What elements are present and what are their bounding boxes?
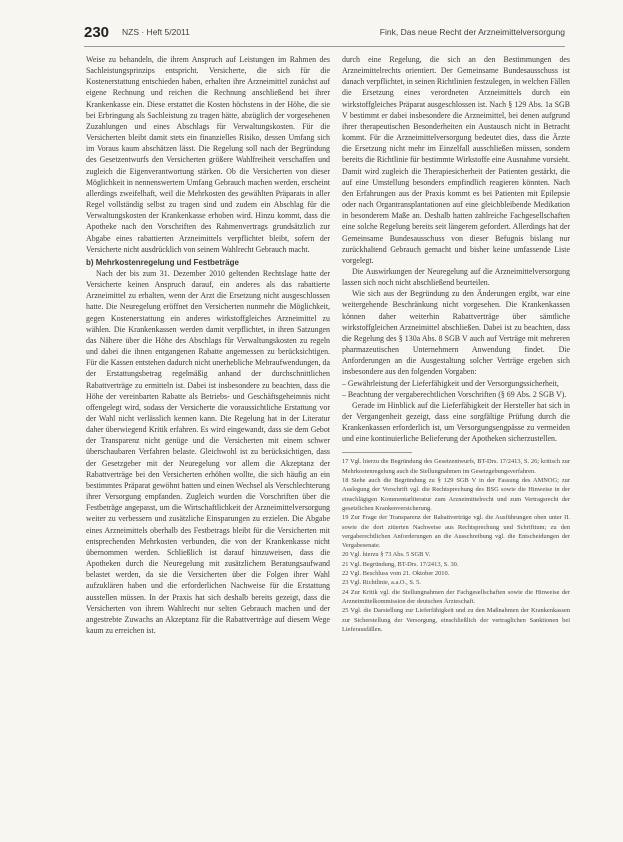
right-column-body — [342, 54, 570, 444]
body-paragraph: durch eine Regelung, die sich an den Bestimmungen des Arzneimittelrechts orientiert. Der Gemeinsame Bundesausschuss ist danach verpflichtet, in seinen Richtlinien festzulegen, in welchen Fällen die Ersetzung eines verordneten Arzneimittels durch ein wirkstoffgleiches Präparat ausgeschlossen ist. Nach § 129 Abs. 1a SGB V bestimmt er dabei insbesondere die Arzneimittel, bei denen aufgrund ihrer therapeutischen Besonderheiten ein Austausch nicht in Betracht kommt. Für die Arzneimittelversorgung bedeutet dies, dass die Ärzte die Ersetzung nicht mehr im Einzelfall ausschließen müssen, sondern bereits die Richtlinie für bestimmte Wirkstoffe eine Ausnahme vorsieht. Damit wird zugleich die Therapiesicherheit der Patienten gestärkt, die auf eine Umstellung besonders empfindlich reagieren könnten. Nach den Erfahrungen aus der Praxis kommt es bei Patienten mit Epilepsie oder nach Organtransplantationen auf eine gleichbleibende Medikation in besonderem Maße an. Deshalb hatten zahlreiche Fachgesellschaften eine solche Regelung bereits seit längerem gefordert. Allerdings hat der Gemeinsame Bundesausschuss von dieser Befugnis bislang nur zurückhaltend Gebrauch gemacht und bisher keine umfassende Liste vorgelegt. — [342, 55, 570, 265]
running-title: Fink, Das neue Recht der Arzneimittelversorgung — [379, 27, 565, 37]
page-number: 230 — [84, 24, 110, 41]
footnote: 19 Zur Frage der Transparenz der Rabattverträge vgl. die Ausführungen oben unter II. sowie die dort zitierten Nachweise aus Rechtsprechung und Schrifttum; zu den vergaberechtlichen Anforderungen an die Ausschreibung vgl. die Entscheidungen der Vergabesenate. — [342, 514, 570, 550]
footnote: 17 Vgl. hierzu die Begründung des Gesetzentwurfs, BT-Drs. 17/2413, S. 26; kritisch zur Mehrkostenregelung auch die Stellungnahmen im Gesetzgebungsverfahren. — [342, 458, 570, 475]
body-paragraph: Nach der bis zum 31. Dezember 2010 geltenden Rechtslage hatte der Versicherte keinen Anspruch darauf, ein anderes als das rabattierte Arzneimittel zu erhalten, wenn der Arzt die Ersetzung nicht ausgeschlossen hatte. Die Neuregelung eröffnet den Versicherten nunmehr die Möglichkeit, gegen Kostenerstattung ein anderes wirkstoffgleiches Arzneimittel zu wählen. Die Krankenkassen werden damit verpflichtet, in ihren Satzungen das Nähere über die Höhe des Abschlags für Verwaltungskosten zu regeln und dabei die ihnen entgangenen Rabatte angemessen zu berücksichtigen. Für die Kassen entstehen dadurch nicht unerhebliche Mehraufwendungen, da der Erstattungsbetrag regelmäßig anhand der durchschnittlichen Rabattverträge zu ermitteln ist. Dabei ist insbesondere zu beachten, dass die Höhe der vereinbarten Rabatte als Betriebs- und Geschäftsgeheimnis nicht offengelegt wird, sodass der Versicherte die voraussichtliche Erstattung vor der Wahl nicht verlässlich kennen kann. Die Regelung hat in der Literatur daher überwiegend Kritik erfahren. Es wird eingewandt, dass sie dem Gebot der Transparenz nicht genüge und die Versicherten mit einem schwer überschaubaren Verfahren belaste. Gleichwohl ist zu berücksichtigen, dass der Gesetzgeber mit der Neuregelung vor allem die Akzeptanz der Rabattverträge bei den Versicherten erhöhen wollte, die sich häufig an ein bestimmtes Präparat gewöhnt hatten und einen Wechsel als Verschlechterung ihrer Versorgung empfanden. Zugleich wurden die Vorschriften über die Festbeträge angepasst, um die Wirtschaftlichkeit der Arzneimittelversorgung weiter zu verbessern und zusätzliche Einsparungen zu erzielen. Die Abgabe eines Arzneimittels oberhalb des Festbetrags bleibt für die Versicherten mit entsprechenden Mehrkosten verbunden, die von der Krankenkasse nicht übernommen werden. Schließlich ist darauf hinzuweisen, dass die Apotheken durch die Neuregelung mit zusätzlichem Beratungsaufwand belastet werden, da sie die Versicherten über die Folgen ihrer Wahl aufzuklären haben und die erforderlichen Nachweise für die Erstattung ausstellen müssen. In der Praxis hat sich deshalb bereits gezeigt, dass die Versicherten von ihrem Wahlrecht nur selten Gebrauch machen und der angestrebte Zuwachs an Akzeptanz für die Rabattverträge auf diesem Wege kaum zu erreichen ist. — [86, 268, 330, 635]
page-header — [84, 24, 565, 47]
footnotes-block — [342, 457, 570, 634]
footnote: 24 Zur Kritik vgl. die Stellungnahmen der Fachgesellschaften sowie die Hinweise der Arzneimittelkommission der deutschen Ärzteschaft. — [342, 588, 570, 605]
footnote: 20 Vgl. hierzu § 73 Abs. 5 SGB V. — [342, 551, 431, 559]
left-text-column — [86, 54, 330, 812]
journal-reference: NZS · Heft 5/2011 — [122, 27, 190, 37]
body-paragraph: Die Auswirkungen der Neuregelung auf die Arzneimittelversorgung lassen sich noch nicht abschließend beurteilen. — [342, 266, 570, 288]
section-heading: b) Mehrkostenregelung und Festbeträge — [86, 257, 239, 267]
list-item: – Beachtung der vergaberechtlichen Vorschriften (§ 69 Abs. 2 SGB V). — [342, 389, 567, 399]
body-paragraph: Wie sich aus der Begründung zu den Änderungen ergibt, war eine weitergehende Beschränkung nicht vorgesehen. Die Krankenkassen können daher weiterhin Rabattverträge über sämtliche wirkstoffgleichen Arzneimittel abschließen. Dabei ist zu beachten, dass die Regelung des § 130a Abs. 8 SGB V auch auf Verträge mit mehreren pharmazeutischen Unternehmern Anwendung findet. Die Anforderungen an die Ausgestaltung solcher Verträge ergeben sich insbesondere aus den folgenden Vorgaben: — [342, 289, 570, 377]
footnote: 25 Vgl. die Darstellung zur Lieferfähigkeit und zu den Maßnahmen der Krankenkassen zur Sicherstellung der Versorgung, einschließlich der vertraglichen Sanktionen bei Lieferausfällen. — [342, 607, 570, 633]
footnote: 21 Vgl. Begründung, BT-Drs. 17/2413, S. 30. — [342, 560, 459, 568]
footnote: 23 Vgl. Richtlinie, a.a.O., S. 5. — [342, 579, 421, 587]
footnote: 18 Siehe auch die Begründung zu § 129 SGB V in der Fassung des AMNOG; zur Auslegung der Vorschrift vgl. die Rechtsprechung des BSG sowie die Hinweise in der einschlägigen Kommentarliteratur zum Arzneimittelrecht und zum Vertragsrecht der gesetzlichen Krankenversicherung. — [342, 477, 570, 512]
footnote: 22 Vgl. Beschluss vom 21. Oktober 2010. — [342, 570, 450, 578]
right-text-column — [342, 54, 570, 812]
footnote-divider — [342, 452, 412, 453]
body-paragraph: Weise zu behandeln, die ihrem Anspruch auf Leistungen im Rahmen des Sachleistungsprinzips entspricht. Versicherte, die sich für die Kostenerstattung entschieden haben, erhalten ihre Arzneimittel zunächst auf eigene Rechnung und reichen die Rechnung anschließend bei ihrer Krankenkasse ein. Diese erstattet die Kosten höchstens in der Höhe, die sie bei Erbringung als Sachleistung zu tragen hätte, abzüglich der vorgesehenen Zuzahlungen und eines Abschlags für Verwaltungskosten. Für die Versicherten bleibt damit stets ein finanzielles Risiko, dessen Umfang sich im Voraus kaum abschätzen lässt. Die Regelung soll nach der Begründung des Gesetzentwurfs den Versicherten größere Wahlfreiheit verschaffen und zugleich die Eigenverantwortung stärken. Ob die Versicherten von dieser Möglichkeit in nennenswertem Umfang Gebrauch machen werden, erscheint allerdings zweifelhaft, weil die Mehrkosten des gewählten Präparats in aller Regel vollständig selbst zu tragen sind und zudem ein Abschlag für die Verwaltungskosten der Krankenkasse erhoben wird. Hinzu kommt, dass die Apotheke nach den Vorschriften des Rahmenvertrags grundsätzlich zur Abgabe eines rabattierten Arzneimittels verpflichtet bleibt, sofern der Versicherte nicht ausdrücklich von seinem Wahlrecht Gebrauch macht. — [86, 55, 330, 254]
list-item: – Gewährleistung der Lieferfähigkeit und der Versorgungssicherheit, — [342, 378, 559, 388]
body-paragraph: Gerade im Hinblick auf die Lieferfähigkeit der Hersteller hat sich in der Vergangenheit gezeigt, dass eine sorgfältige Prüfung durch die Krankenkassen erforderlich ist, um Versorgungsengpässe zu vermeiden und eine kontinuierliche Belieferung der Apotheken sicherzustellen. — [342, 400, 570, 444]
